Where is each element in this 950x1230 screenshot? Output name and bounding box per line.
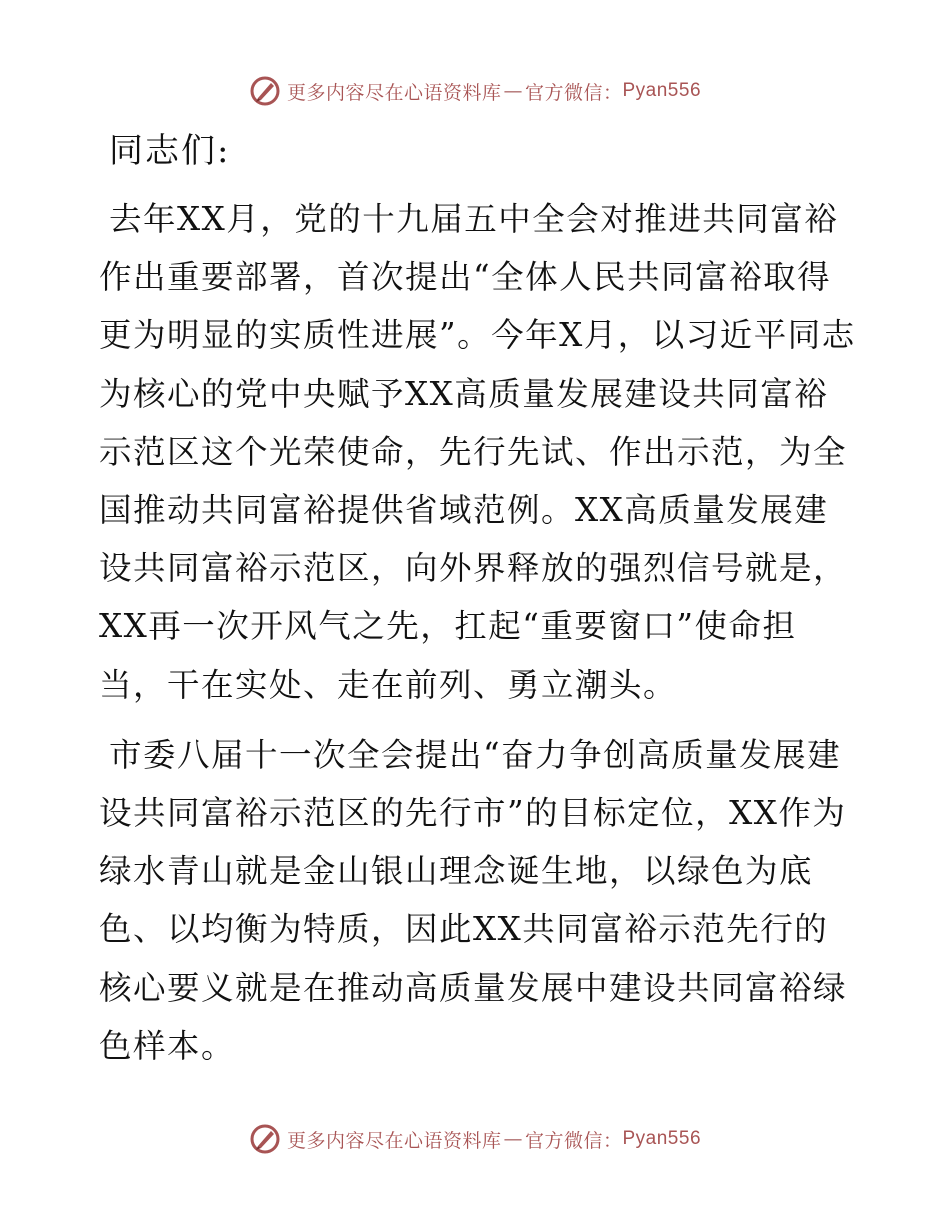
watermark-wechat-id: Pyan556 [622,1128,702,1149]
watermark-wechat-label: 官方微信： [524,1129,623,1152]
salutation: 同志们: [109,131,231,171]
watermark-wechat-label: 官方微信： [524,81,623,104]
watermark-wechat-id: Pyan556 [622,80,702,101]
paragraph-1: 去年XX月，党的十九届五中全会对推进共同富裕作出重要部署，首次提出“全体人民共同富裕取得更为明显的实质性进展”。今年X月，以习近平同志为核心的党中央赋予XX高质量发展建设共同富裕示范区这个光荣使命，先行先试、作出示范，为全国推动共同富裕提供省域范例。XX高质量发展建设共同富裕示范区，向外界释放的强烈信号就是，XX再一次开风气之先，扛起“重要窗口”使命担当，干在实处、走在前列、勇立潮头。 [99,200,856,704]
watermark-separator: — [503,1128,523,1150]
pen-logo-icon [249,1123,281,1155]
watermark-text: 更多内容尽在心语资料库 [286,81,502,104]
watermark-separator: — [503,80,523,102]
footer-watermark [0,1117,950,1161]
pen-logo-icon [249,75,281,107]
paragraph-2: 市委八届十一次全会提出“奋力争创高质量发展建设共同富裕示范区的先行市”的目标定位，XX作为绿水青山就是金山银山理念诞生地，以绿色为底色、以均衡为特质，因此XX共同富裕示范先行的核心要义就是在推动高质量发展中建设共同富裕绿色样本。 [99,735,848,1065]
watermark-text: 更多内容尽在心语资料库 [286,1129,502,1152]
header-watermark [0,69,950,113]
document-body [99,126,859,1087]
